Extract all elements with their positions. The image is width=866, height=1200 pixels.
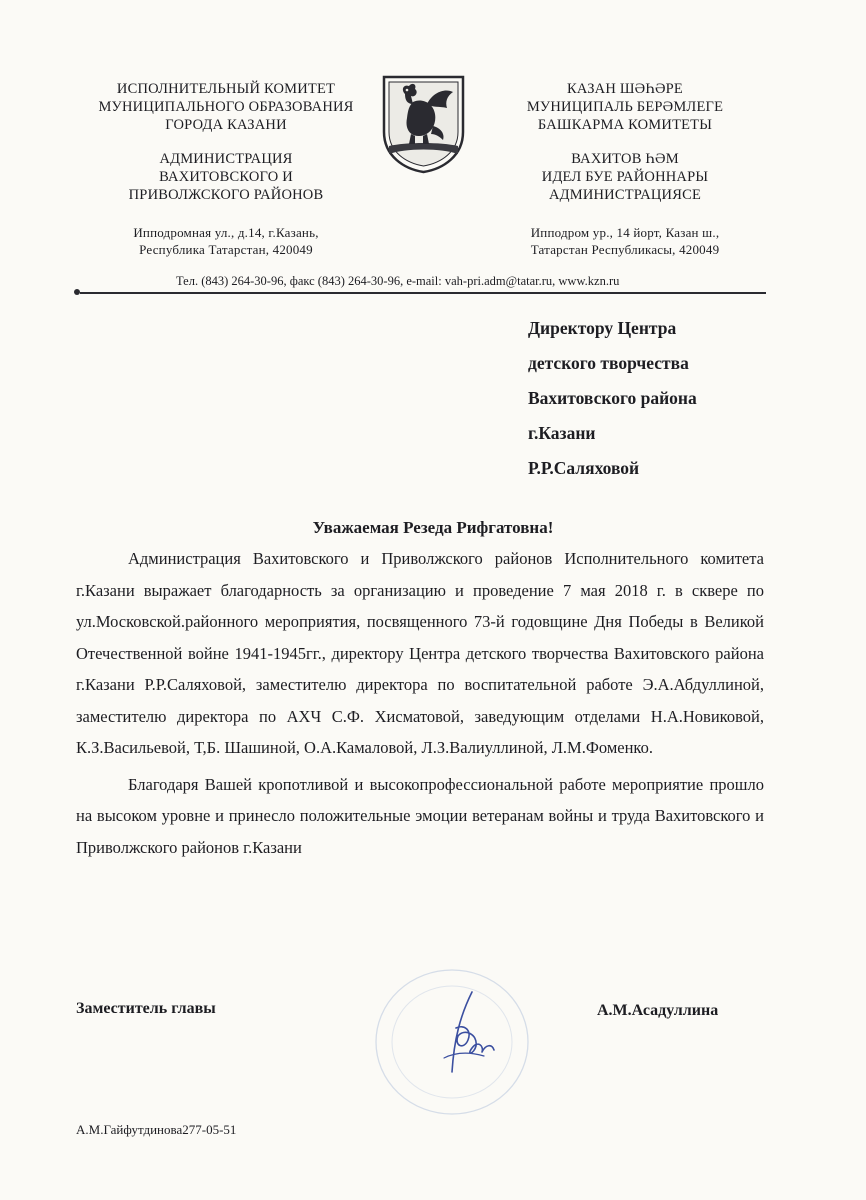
signatory-name: А.М.Асадуллина <box>597 1002 719 1019</box>
kazan-dragon-emblem-icon <box>381 74 466 174</box>
salutation: Уважаемая Резеда Рифгатовна! <box>312 518 554 537</box>
recipient-block: Директору Центра детского творчества Вахитовского района г.Казани Р.Р.Саляховой <box>528 318 697 478</box>
letter-body <box>76 543 764 863</box>
round-stamp-icon <box>360 960 540 1120</box>
administration-name-tatar: ВАХИТОВ ҺӘМ ИДЕЛ БУЕ РАЙОННАРЫ АДМИНИСТРАЦИЯСЕ <box>541 151 709 203</box>
paragraph: Благодаря Вашей кропотливой и высокопрофессиональной работе мероприятие прошло на высоком уровне и принесло положительные эмоции ветеранам войны и труда Вахитовского и Приволжского районов г.Казани <box>76 774 764 857</box>
header-right-tatar <box>486 80 764 258</box>
signatory-title: Заместитель главы <box>76 1000 216 1017</box>
contact-line: Тел. (843) 264-30-96, факс (843) 264-30-96, e-mail: vah-pri.adm@tatar.ru, www.kzn.ru <box>176 274 620 288</box>
header-divider <box>80 292 766 294</box>
header-left-russian <box>70 80 382 258</box>
address: Ипподромная ул., д.14, г.Казань, Республика Татарстан, 420049 <box>133 225 319 257</box>
address-tatar: Ипподром ур., 14 йорт, Казан ш., Татарстан Республикасы, 420049 <box>530 225 720 257</box>
org-name-tatar: КАЗАН ШӘҺӘРЕ МУНИЦИПАЛЬ БЕРӘМЛЕГЕ БАШКАРМА КОМИТЕТЫ <box>526 81 724 133</box>
administration-name: АДМИНИСТРАЦИЯ ВАХИТОВСКОГО И ПРИВОЛЖСКОГО РАЙОНОВ <box>128 151 324 203</box>
handwritten-signature-icon <box>444 992 494 1072</box>
executor-line: А.М.Гайфутдинова277-05-51 <box>76 1122 237 1137</box>
org-name: ИСПОЛНИТЕЛЬНЫЙ КОМИТЕТ МУНИЦИПАЛЬНОГО ОБРАЗОВАНИЯ ГОРОДА КАЗАНИ <box>98 81 354 133</box>
paragraph: Администрация Вахитовского и Приволжского районов Исполнительного комитета г.Казани выражает благодарность за организацию и проведение 7 мая 2018 г. в сквере по ул.Московской.районного мероприятия, посвященного 73-й годовщине Дня Победы в Великой Отечественной войне 1941-1945гг., директору Центра детского творчества Вахитовского района г.Казани Р.Р.Саляховой, заместителю директора по воспитательной работе Э.А.Абдуллиной, заместителю директора по АХЧ С.Ф. Хисматовой, заведующим отделами Н.А.Новиковой, К.З.Васильевой, Т,Б. Шашиной, О.А.Камаловой, Л.З.Валиуллиной, Л.М.Фоменко. <box>76 549 764 757</box>
